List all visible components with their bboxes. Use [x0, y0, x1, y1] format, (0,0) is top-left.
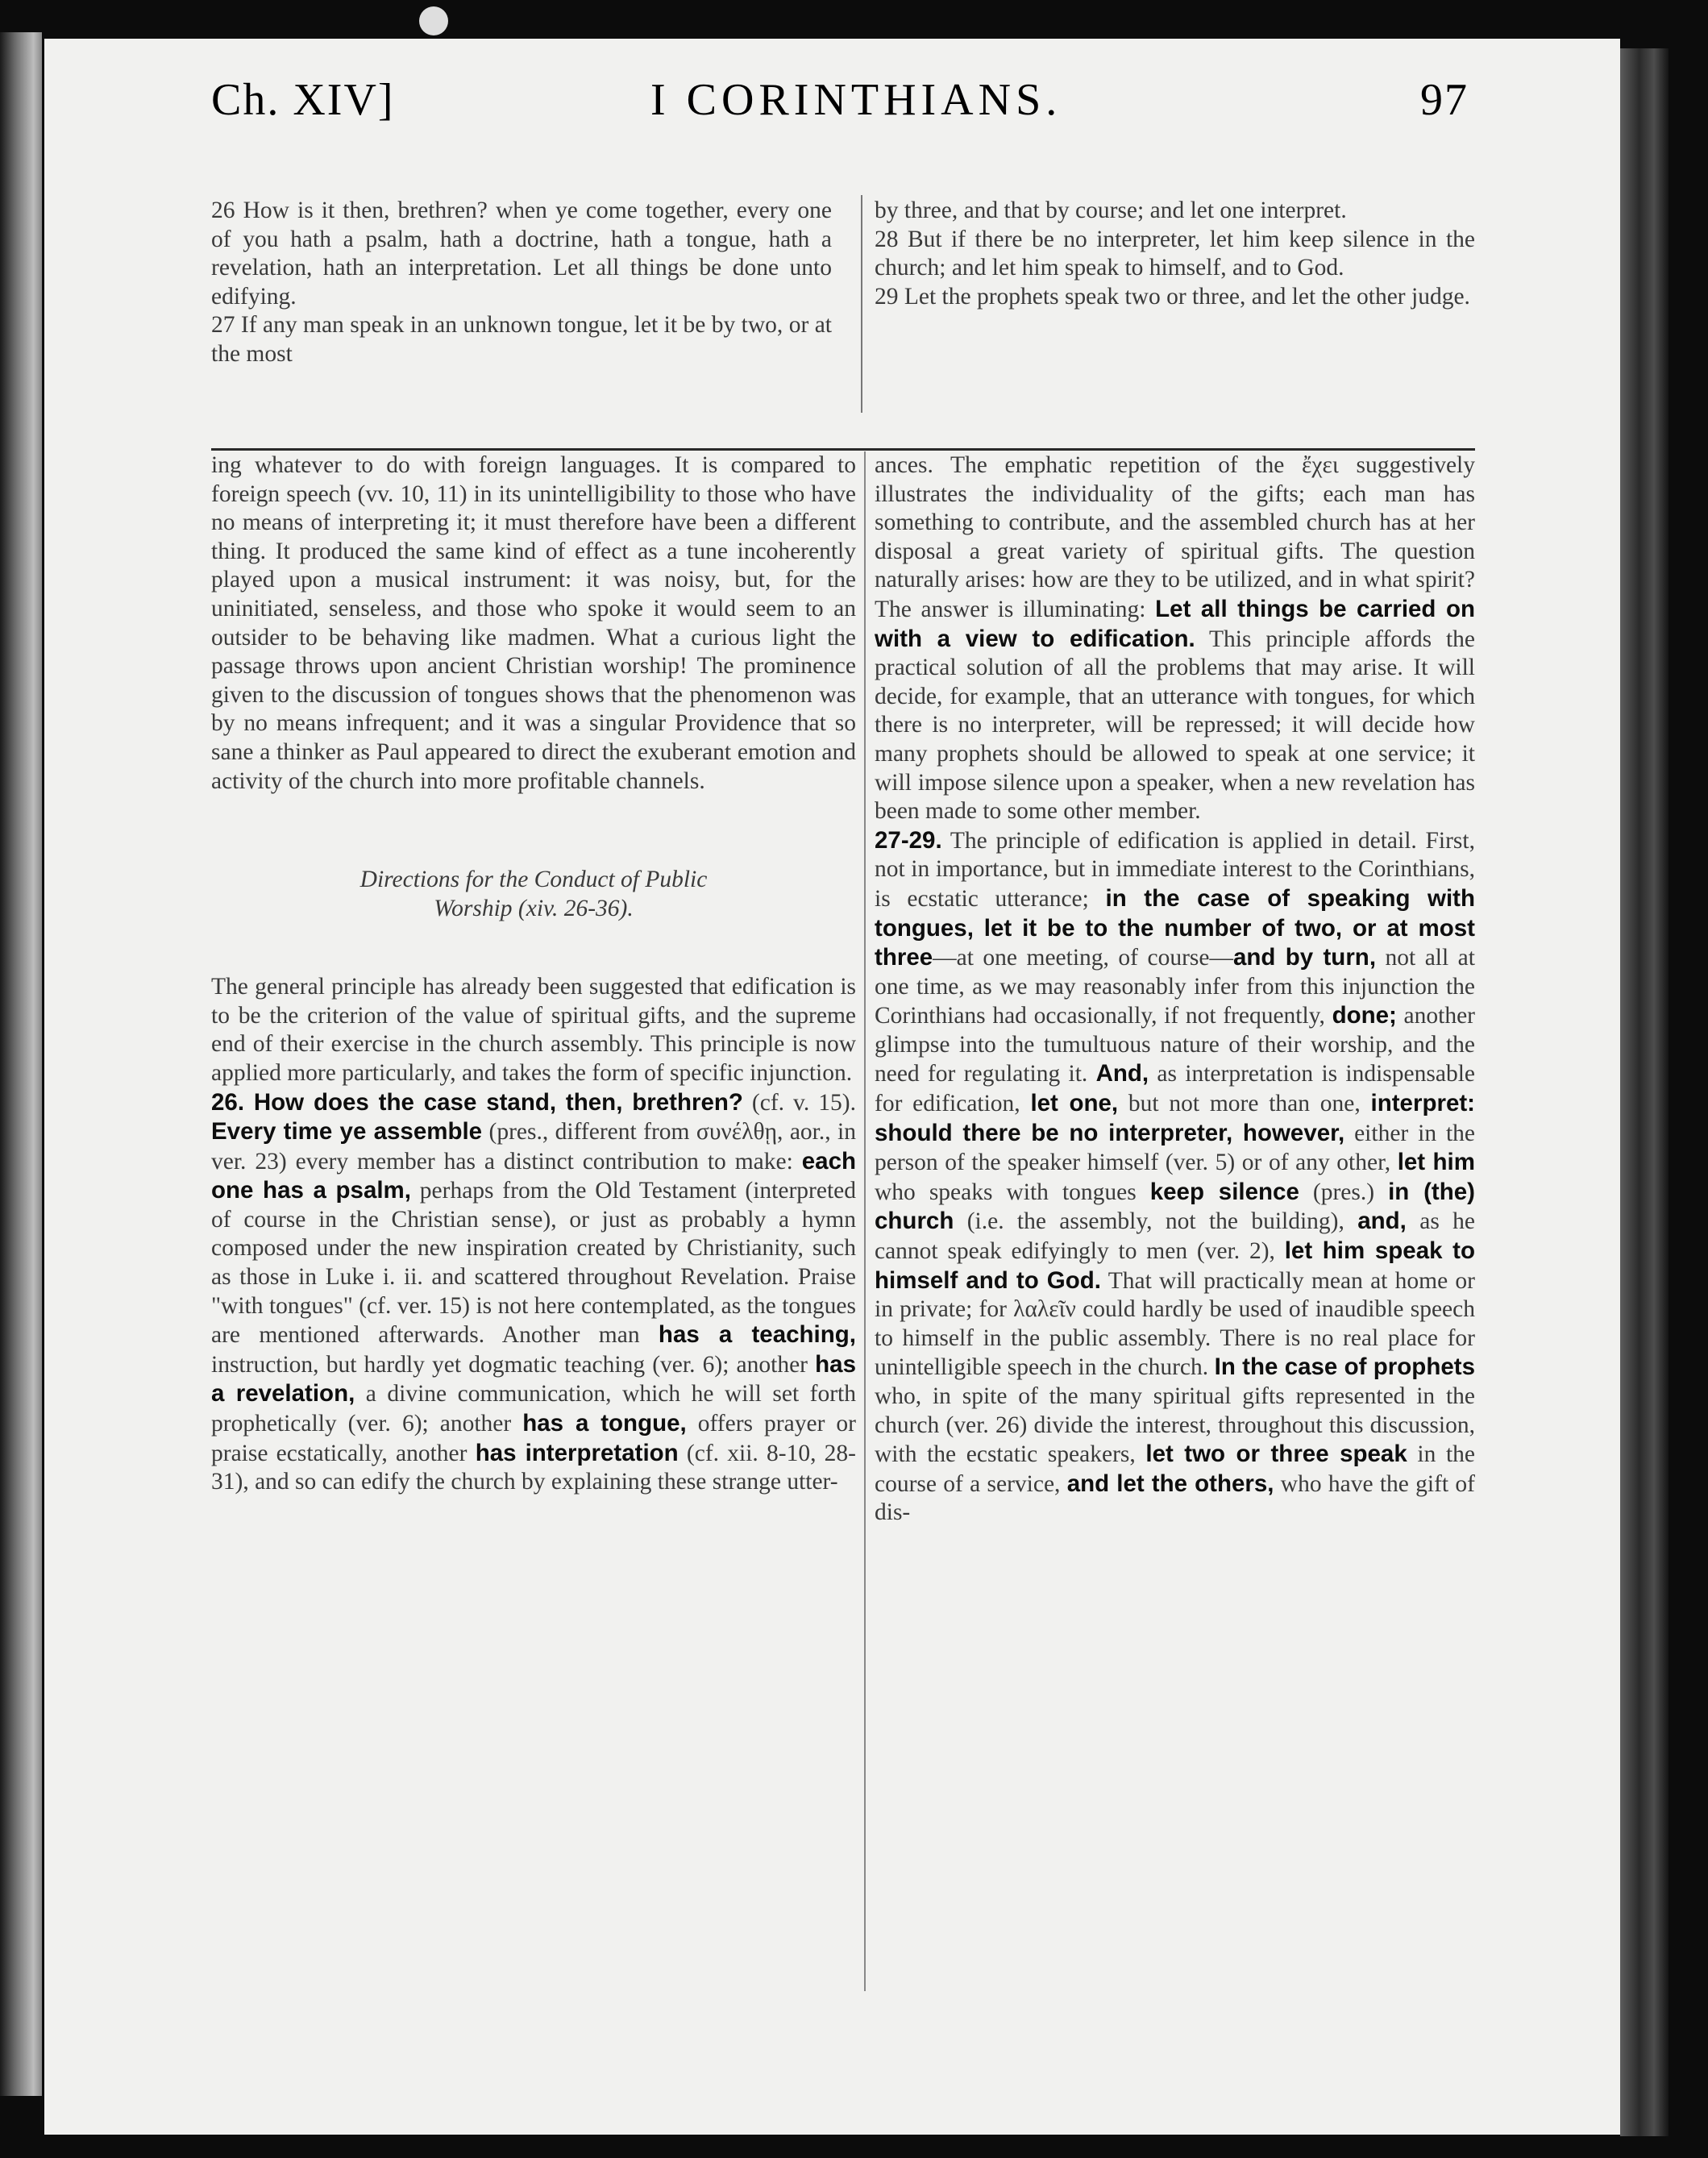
scripture-text-left — [211, 197, 832, 369]
v27-bold-run: 27-29. — [875, 826, 942, 854]
scripture-text-right — [875, 197, 1475, 311]
v27-bold-run: And, — [1095, 1060, 1149, 1087]
v26-bold-run: has interpretation — [475, 1439, 679, 1466]
commentary-column-divider — [864, 451, 866, 1991]
v27-text-run: (pres.) — [1299, 1179, 1389, 1205]
v27-bold-run: in (the) church — [875, 1178, 1476, 1235]
chapter-label: Ch. XIV] — [211, 75, 395, 125]
cont-text-run: This principle affords the practical solution of all the problems that may arise. It will decide, for example, that an utterance with tongues, for which there is no interpreter, will be repressed; it will decide how many prophets should be allowed to speak at one service; it will impose silence upon a speaker, when a new revelation has been made to some other member. — [875, 626, 1475, 825]
verse-27-29-commentary — [875, 826, 1475, 1528]
v27-text-run: either in the person of the speaker himself (ver. 5) or of any other, — [875, 1120, 1476, 1176]
book-gutter-left — [0, 32, 42, 2096]
v26-bold-run: 26. How does the case stand, then, brethren? — [211, 1088, 743, 1116]
v26-bold-run: has a tongue, — [522, 1410, 687, 1437]
commentary-continuation — [875, 451, 1475, 826]
book-title: I CORINTHIANS. — [650, 75, 1062, 125]
v27-text-run: (i.e. the assembly, not the building), — [954, 1208, 1358, 1235]
commentary-left-column — [211, 451, 856, 1497]
v27-bold-run: let two or three speak — [1145, 1441, 1407, 1468]
section-heading-line-1: Directions for the Conduct of Public — [359, 867, 708, 893]
v27-bold-run: let one, — [1030, 1090, 1119, 1117]
scan-blot — [419, 6, 448, 35]
v27-bold-run: let him speak to himself and to God. — [875, 1237, 1475, 1294]
v27-bold-run: let him — [1397, 1149, 1475, 1176]
v27-bold-run: done; — [1332, 1002, 1397, 1029]
verse-27-cont: by three, and that by course; and let one interpret. — [875, 198, 1347, 223]
cont-text-run: ances. The emphatic repetition of the ἔχει suggestively illustrates the individuality of the gifts; each man has something to contribute, and the assembled church has at her disposal a great variety of spiritual gifts. The question naturally arises: how are they to be utilized, and in what spirit? The answer is illuminating: — [875, 452, 1475, 622]
general-principle-paragraph: The general principle has already been suggested that edification is to be the criterion of the value of spiritual gifts, and the supreme end of their exercise in the church assembly. This principle is now applied more particularly, and takes the form of specific injunction. — [211, 974, 856, 1086]
v27-text-run: but not more than one, — [1118, 1091, 1371, 1117]
v26-text-run: (cf. v. 15). — [742, 1089, 856, 1116]
verse-29: 29 Let the prophets speak two or three, and let the other judge. — [875, 283, 1470, 310]
v27-bold-run: and by turn, — [1232, 944, 1377, 971]
v27-text-run: another glimpse into the tumultuous nature of their worship, and the need for regulating it. — [875, 1003, 1475, 1087]
v27-bold-run: and, — [1357, 1208, 1407, 1235]
verse-28: 28 But if there be no interpreter, let him keep silence in the church; and let him speak to himself, and to God. — [875, 226, 1475, 281]
v27-bold-run: interpret: should there be no interpreter, however, — [875, 1090, 1475, 1146]
verse-27: 27 If any man speak in an unknown tongue, let it be by two, or at the most — [211, 312, 832, 367]
v26-bold-run: has a teaching, — [658, 1321, 856, 1349]
v26-text-run: perhaps from the Old Testament (interpreted of course in the Christian sense), or just as probably a hymn composed under the new inspiration created by Christianity, such as those in Luke i. ii. and scattered throughout Revelation. Praise "with tongues" (cf. ver. 15) is not here contemplated, as the tongues are mentioned afterwards. Another man — [211, 1178, 856, 1349]
horizontal-rule — [211, 448, 1475, 451]
cont-bold-run: Let all things be carried on with a view to edification. — [875, 595, 1475, 652]
v27-bold-run: In the case of prophets — [1214, 1353, 1475, 1381]
section-heading — [211, 865, 856, 923]
v26-text-run: offers prayer or praise ecstatically, another — [211, 1411, 856, 1466]
running-head — [211, 74, 1469, 139]
book-page-edges-right — [1620, 48, 1669, 2136]
v27-bold-run: keep silence — [1149, 1178, 1299, 1205]
v27-text-run: as interpretation is indispensable for edification, — [875, 1061, 1475, 1117]
v27-text-run: The principle of edification is applied in detail. First, not in importance, but in immediate interest to the Corinthians, is ecstatic utterance; — [875, 827, 1475, 912]
v27-text-run: in the course of a service, — [875, 1441, 1475, 1497]
verse-26: 26 How is it then, brethren? when ye come together, every one of you hath a psalm, hath a doctrine, hath a tongue, hath a revelation, hath an interpretation. Let all things be done unto edifying. — [211, 198, 832, 310]
v27-text-run: not all at one time, as we may reasonably infer from this injunction the Corinthians had occasionally, if not frequently, — [875, 945, 1475, 1029]
v27-text-run: That will practically mean at home or in private; for λαλεῖν could hardly be used of inaudible speech to himself in the public assembly. There is no real place for unintelligible speech in the church. — [875, 1267, 1476, 1381]
v26-text-run: (cf. xii. 8-10, 28-31), and so can edify the church by explaining these strange utter- — [211, 1440, 856, 1495]
v26-text-run: a divine communication, which he will set forth prophetically (ver. 6); another — [211, 1381, 856, 1437]
verse-26-commentary — [211, 1088, 856, 1497]
commentary-right-column — [875, 451, 1475, 1528]
v27-text-run: who have the gift of dis- — [875, 1470, 1475, 1526]
commentary-intro: ing whatever to do with foreign languages. It is compared to foreign speech (vv. 10, 11) in its unintelligibility to those who have no means of interpreting it; it must therefore have been a different thing. It produced the same kind of effect as a tune incoherently played upon a musical instrument: it was noisy, but, for the uninitiated, senseless, and those who spoke it would seem to an outsider to be behaving like madmen. What a curious light the passage throws upon ancient Christian worship! The prominence given to the discussion of tongues shows that the phenomenon was by no means infrequent; and it was a singular Providence that so sane a thinker as Paul appeared to direct the exuberant emotion and activity of the church into more profitable channels. — [211, 452, 856, 794]
page-number: 97 — [1420, 75, 1469, 125]
v27-text-run: —at one meeting, of course— — [933, 945, 1233, 971]
section-heading-line-2: Worship (xiv. 26-36). — [434, 896, 634, 922]
v27-bold-run: in the case of speaking with tongues, let it be to the number of two, or at most three — [875, 884, 1475, 971]
v27-text-run: who, in spite of the many spiritual gifts represented in the church (ver. 26) divide the interest, throughout this discussion, with the ecstatic speakers, — [875, 1383, 1475, 1468]
v26-bold-run: Every time ye assemble — [211, 1118, 483, 1146]
scripture-column-divider — [861, 195, 862, 413]
v26-bold-run: has a revelation, — [211, 1350, 856, 1407]
v26-text-run: instruction, but hardly yet dogmatic teaching (ver. 6); another — [211, 1351, 816, 1378]
v27-text-run: as he cannot speak edifyingly to men (ver. 2), — [875, 1208, 1475, 1265]
v26-text-run: (pres., different from συνέλθῃ, aor., in ver. 23) every member has a distinct contribution to make: — [211, 1119, 856, 1175]
v27-text-run: who speaks with tongues — [875, 1179, 1150, 1205]
v26-bold-run: each one has a psalm, — [211, 1147, 856, 1204]
v27-bold-run: and let the others, — [1066, 1470, 1274, 1497]
